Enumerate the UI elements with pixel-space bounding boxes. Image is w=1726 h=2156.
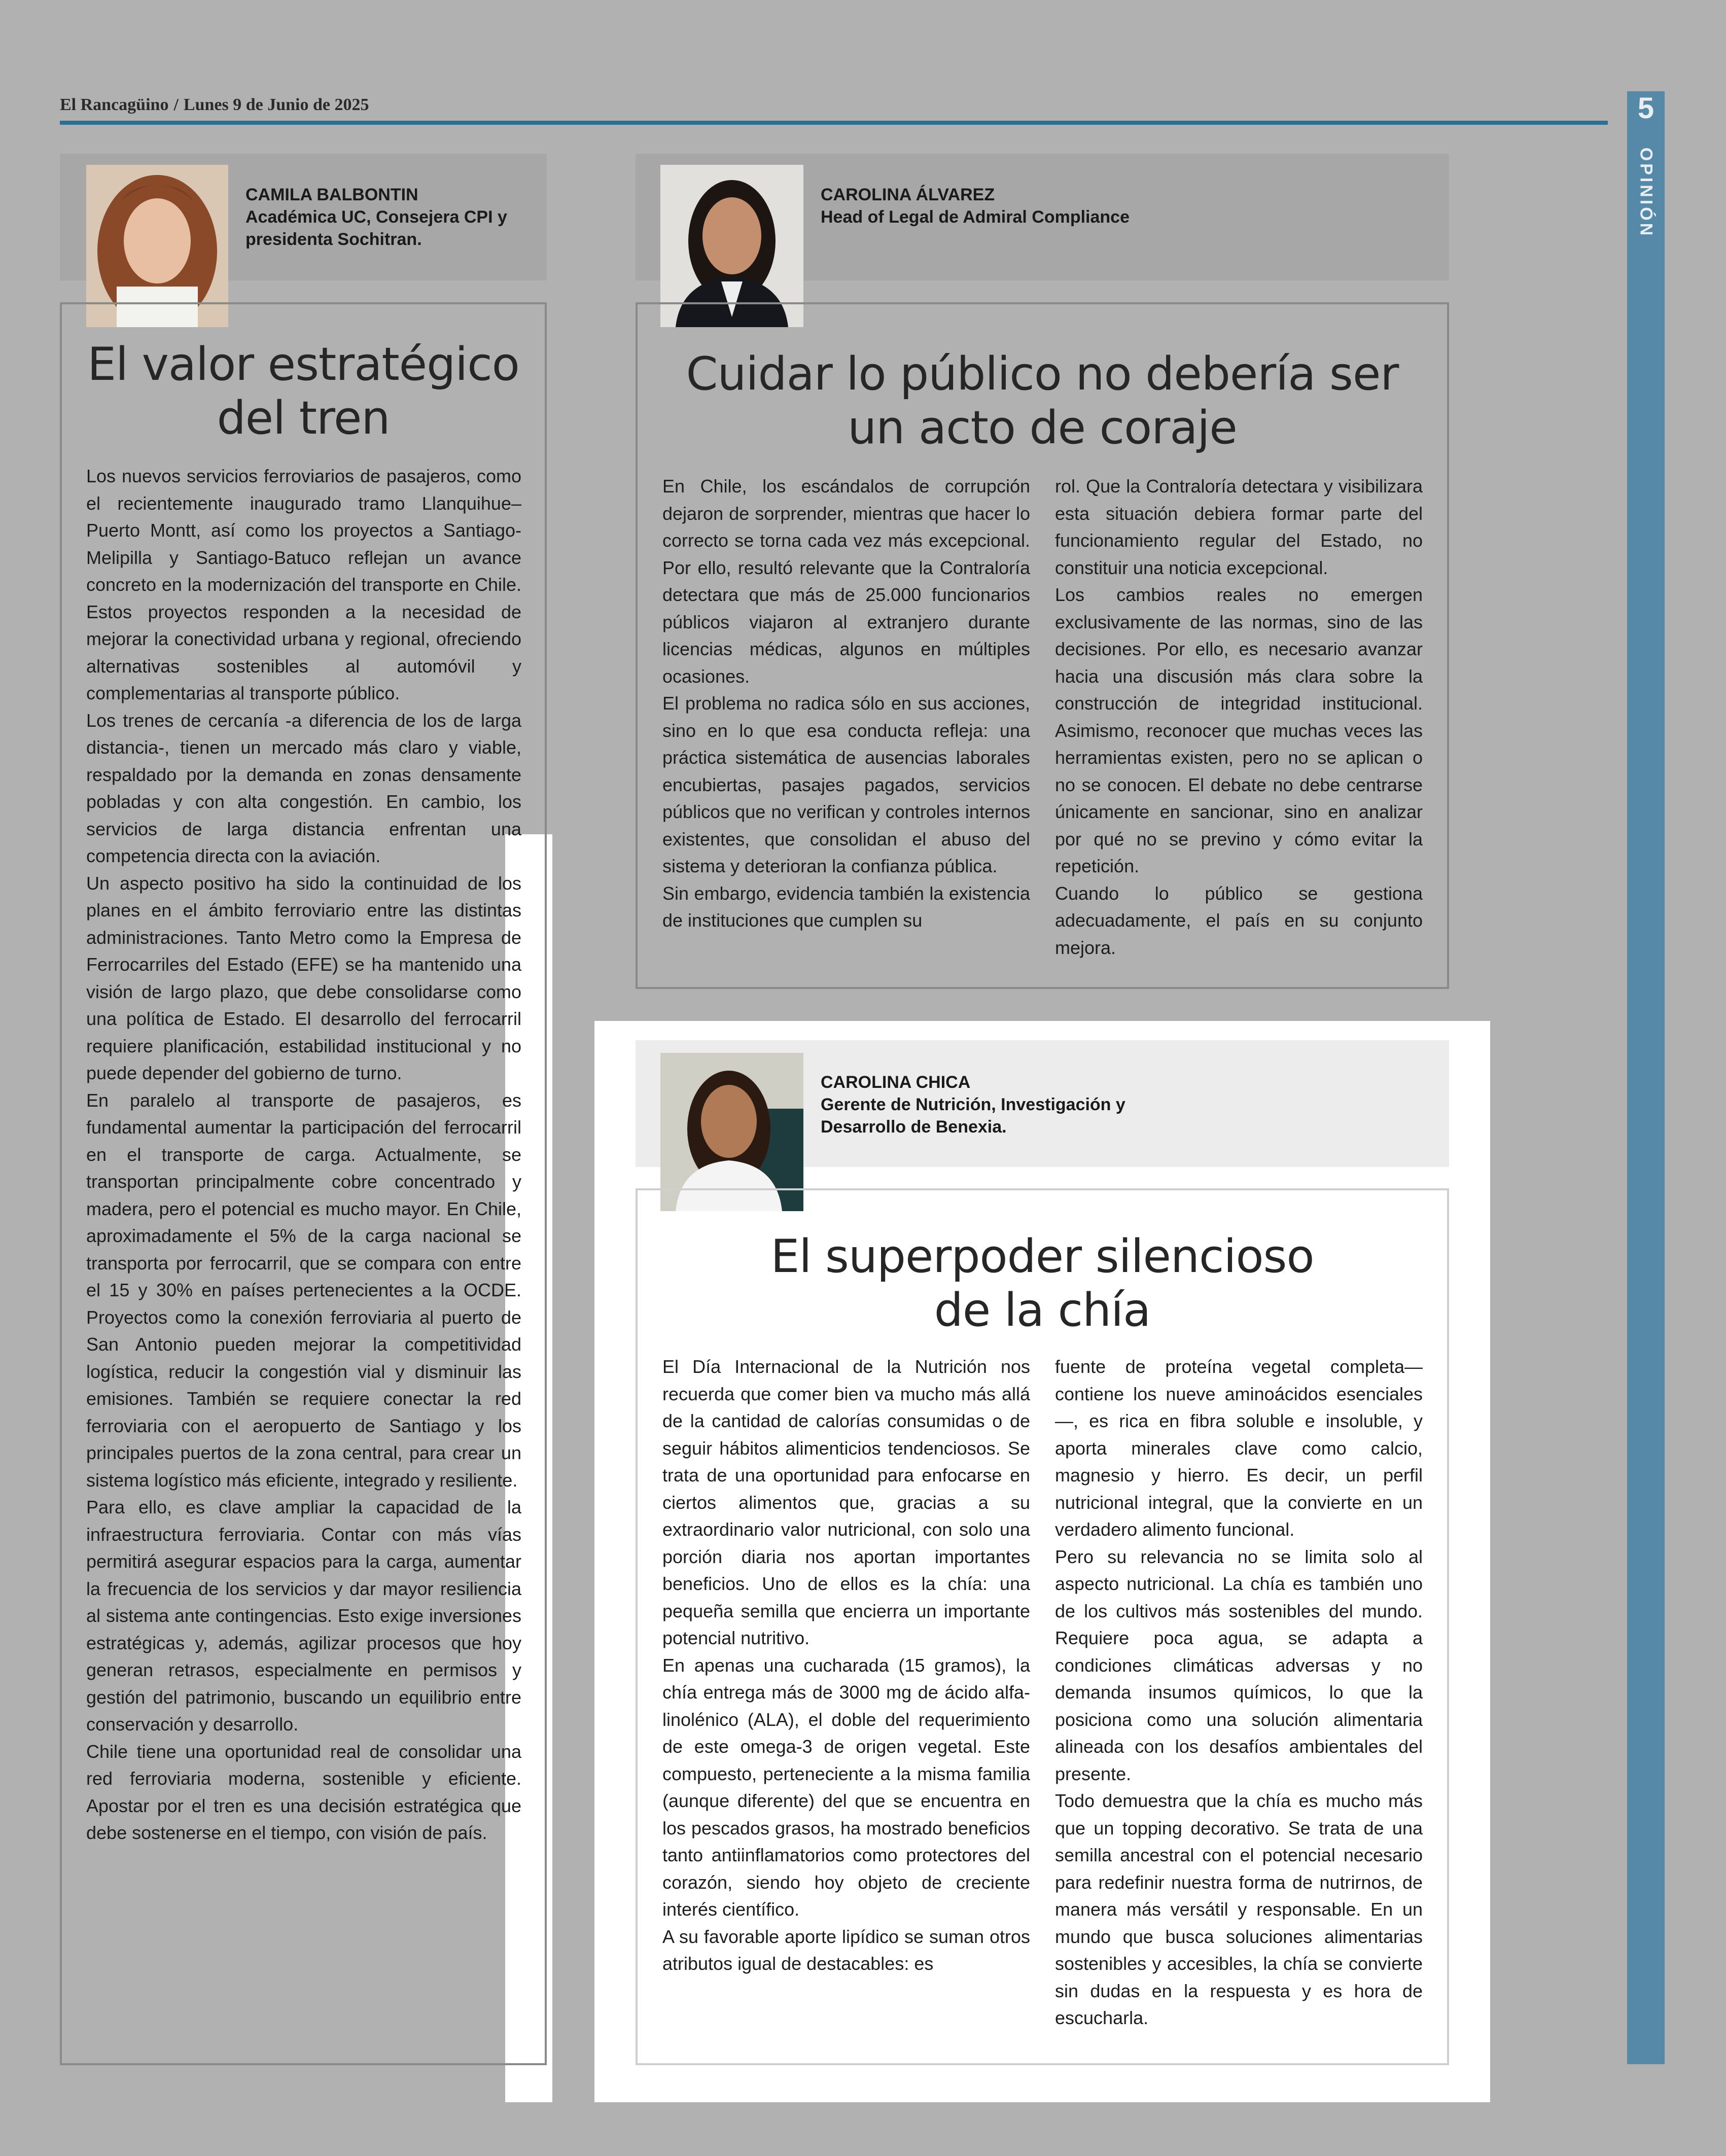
paragraph: Para ello, es clave ampliar la capacidad de la infraestructura ferroviaria. Contar con más vías permitirá asegurar espacios para la carga, aumentar la frecuencia de los servicios y dar mayor resiliencia al sistema ante contingencias. Esto exige inversiones estratégicas y, además, agilizar procesos que hoy generan retrasos, especialmente en permisos y gestión del patrimonio, buscando un equilibrio entre conservación y desarrollo. xyxy=(86,1497,521,1735)
paragraph: El problema no radica sólo en sus acciones, sino en lo que esa conducta refleja: una práctica sistemática de ausencias laborales encubiertas, pasajes pagados, servicios públicos que no verifican y controles internos existentes, que consolidan el abuso del sistema y deterioran la confianza pública. xyxy=(662,693,1030,876)
article-body-column-2 xyxy=(1055,473,1423,961)
article-body-column-1 xyxy=(662,1353,1030,1977)
paragraph: rol. Que la Contraloría detectara y visibilizara esta situación debiera formar parte del funcionamiento regular del Estado, no constituir una noticia excepcional. xyxy=(1055,476,1423,578)
article-body-column-2 xyxy=(1055,1353,1423,2032)
paragraph: A su favorable aporte lipídico se suman otros atributos igual de destacables: es xyxy=(662,1926,1030,1974)
author-role: Gerente de Nutrición, Investigación y Desarrollo de Benexia. xyxy=(821,1095,1125,1137)
masthead xyxy=(60,95,369,115)
title-line: de la chía xyxy=(934,1284,1151,1337)
article-body-column-1 xyxy=(662,473,1030,934)
paragraph: Cuando lo público se gestiona adecuadamente, el país en su conjunto mejora. xyxy=(1055,882,1423,958)
title-line: un acto de coraje xyxy=(848,401,1237,454)
author-name: CAROLINA CHICA xyxy=(821,1073,971,1092)
paragraph: fuente de proteína vegetal completa—contiene los nueve aminoácidos esenciales—, es rica en fibra soluble e insoluble, y aporta minerales clave como calcio, magnesio y hierro. Es decir, un perfil nutricional integral, que la convierte en un verdadero alimento funcional. xyxy=(1055,1356,1423,1540)
author-byline xyxy=(821,184,1429,228)
author-byline xyxy=(821,1071,1176,1138)
paragraph: En Chile, los escándalos de corrupción dejaron de sorprender, mientras que hacer lo correcto se torna cada vez más excepcional. Por ello, resultó relevante que la Contraloría detectara que más de 25.000 funcionarios públicos viajaron al extranjero durante licencias médicas, algunos en múltiples ocasiones. xyxy=(662,476,1030,687)
title-line: El valor estratégico xyxy=(87,338,519,391)
section-label: OPINIÓN xyxy=(1636,147,1656,238)
article-title xyxy=(636,1230,1449,1337)
article-title xyxy=(60,338,547,445)
paragraph: Un aspecto positivo ha sido la continuidad de los planes en el ámbito ferroviario entre las distintas administraciones. Tanto Metro como la Empresa de Ferrocarriles del Estado (EFE) se ha mantenido una visión de largo plazo, que debe consolidarse como una política de Estado. El desarrollo del ferrocarril requiere planificación, estabilidad institucional y no puede depender del gobierno de turno. xyxy=(86,872,521,1083)
author-role: Académica UC, Consejera CPI y presidenta Sochitran. xyxy=(245,207,507,249)
page-number: 5 xyxy=(1637,92,1654,125)
header-rule xyxy=(60,121,1608,125)
paragraph: Los trenes de cercanía -a diferencia de los de larga distancia-, tienen un mercado más claro y viable, respaldado por la demanda en zonas densamente pobladas y con alta congestión. En cambio, los servicios de larga distancia enfrentan una competencia directa con la aviación. xyxy=(86,710,521,866)
paragraph: Los cambios reales no emergen exclusivamente de las normas, sino de las decisiones. Por ello, es necesario avanzar hacia una discusión más clara sobre la construcción de integridad institucional. Asimismo, reconocer que muchas veces las herramientas existen, pero no se aplican o no se conocen. El debate no debe centrarse únicamente en sancionar, sino en analizar por qué no se previno y cómo evitar la repetición. xyxy=(1055,584,1423,876)
paragraph: Chile tiene una oportunidad real de consolidar una red ferroviaria moderna, sostenible y eficiente. Apostar por el tren es una decisión estratégica que debe sostenerse en el tiempo, con visión de país. xyxy=(86,1741,521,1843)
paragraph: En paralelo al transporte de pasajeros, es fundamental aumentar la participación del ferrocarril en el transporte de carga. Actualmente, se transportan principalmente cobre concentrado y madera, pero el potencial es mucho mayor. En Chile, aproximadamente el 5% de la carga nacional se transporta por ferrocarril, que se compara con entre el 15 y 30% en países pertenecientes a la OCDE. Proyectos como la conexión ferroviaria al puerto de San Antonio pueden mejorar la competitividad logística, reducir la congestión vial y disminuir las emisiones. También se requiere conectar la red ferroviaria con el aeropuerto de Santiago y los principales puertos de la zona central, para crear un sistema logístico más eficiente, integrado y resiliente. xyxy=(86,1089,521,1491)
publication-date: Lunes 9 de Junio de 2025 xyxy=(183,95,369,114)
paragraph: Todo demuestra que la chía es mucho más que un topping decorativo. Se trata de una semilla ancestral con el potencial necesario para redefinir nuestra forma de nutrirnos, de manera más versátil y responsable. En un mundo que busca soluciones alimentarias sostenibles y accesibles, la chía se convierte sin dudas en la respuesta y es hora de escucharla. xyxy=(1055,1790,1423,2028)
title-line: del tren xyxy=(217,392,390,445)
newspaper-name: El Rancagüino xyxy=(60,95,169,114)
article-body xyxy=(86,463,521,1847)
author-role: Head of Legal de Admiral Compliance xyxy=(821,207,1130,227)
paragraph: Los nuevos servicios ferroviarios de pasajeros, como el recientemente inaugurado tramo Llanquihue–Puerto Montt, así como los proyectos a Santiago-Melipilla y Santiago-Batuco reflejan un avance concreto en la modernización del transporte en Chile. Estos proyectos responden a la necesidad de mejorar la conectividad urbana y regional, ofreciendo alternativas sostenibles al automóvil y complementarias al transporte público. xyxy=(86,466,521,703)
paragraph: Sin embargo, evidencia también la existencia de instituciones que cumplen su xyxy=(662,882,1030,931)
author-name: CAMILA BALBONTIN xyxy=(245,185,418,204)
article-title xyxy=(636,347,1449,455)
section-strip xyxy=(1627,91,1665,2064)
title-line: Cuidar lo público no debería ser xyxy=(686,347,1399,401)
paragraph: En apenas una cucharada (15 gramos), la chía entrega más de 3000 mg de ácido alfa-linolénico (ALA), el doble del requerimiento de este omega-3 de origen vegetal. Este compuesto, perteneciente a la misma familia (aunque diferente) del que se encuentra en los pescados grasos, ha mostrado beneficios tanto antiinflamatorios como protectores del corazón, siendo hoy objeto de creciente interés científico. xyxy=(662,1654,1030,1920)
paragraph: Pero su relevancia no se limita solo al aspecto nutricional. La chía es también uno de los cultivos más sostenibles del mundo. Requiere poca agua, se adapta a condiciones climáticas adversas y no demanda insumos químicos, lo que la posiciona como una solución alimentaria alineada con los desafíos ambientales del presente. xyxy=(1055,1546,1423,1784)
author-photo xyxy=(660,1053,803,1211)
author-name: CAROLINA ÁLVAREZ xyxy=(821,185,995,204)
masthead-separator: / xyxy=(173,95,179,114)
paragraph: El Día Internacional de la Nutrición nos recuerda que comer bien va mucho más allá de la cantidad de calorías consumidas o de seguir hábitos alimenticios tendenciosos. Se trata de una oportunidad para enfocarse en ciertos alimentos que, gracias a su extraordinario valor nutricional, con solo una porción diaria nos aportan importantes beneficios. Uno de ellos es la chía: una pequeña semilla que encierra un importante potencial nutritivo. xyxy=(662,1356,1030,1648)
title-line: El superpoder silencioso xyxy=(770,1230,1314,1283)
author-byline xyxy=(245,184,530,251)
